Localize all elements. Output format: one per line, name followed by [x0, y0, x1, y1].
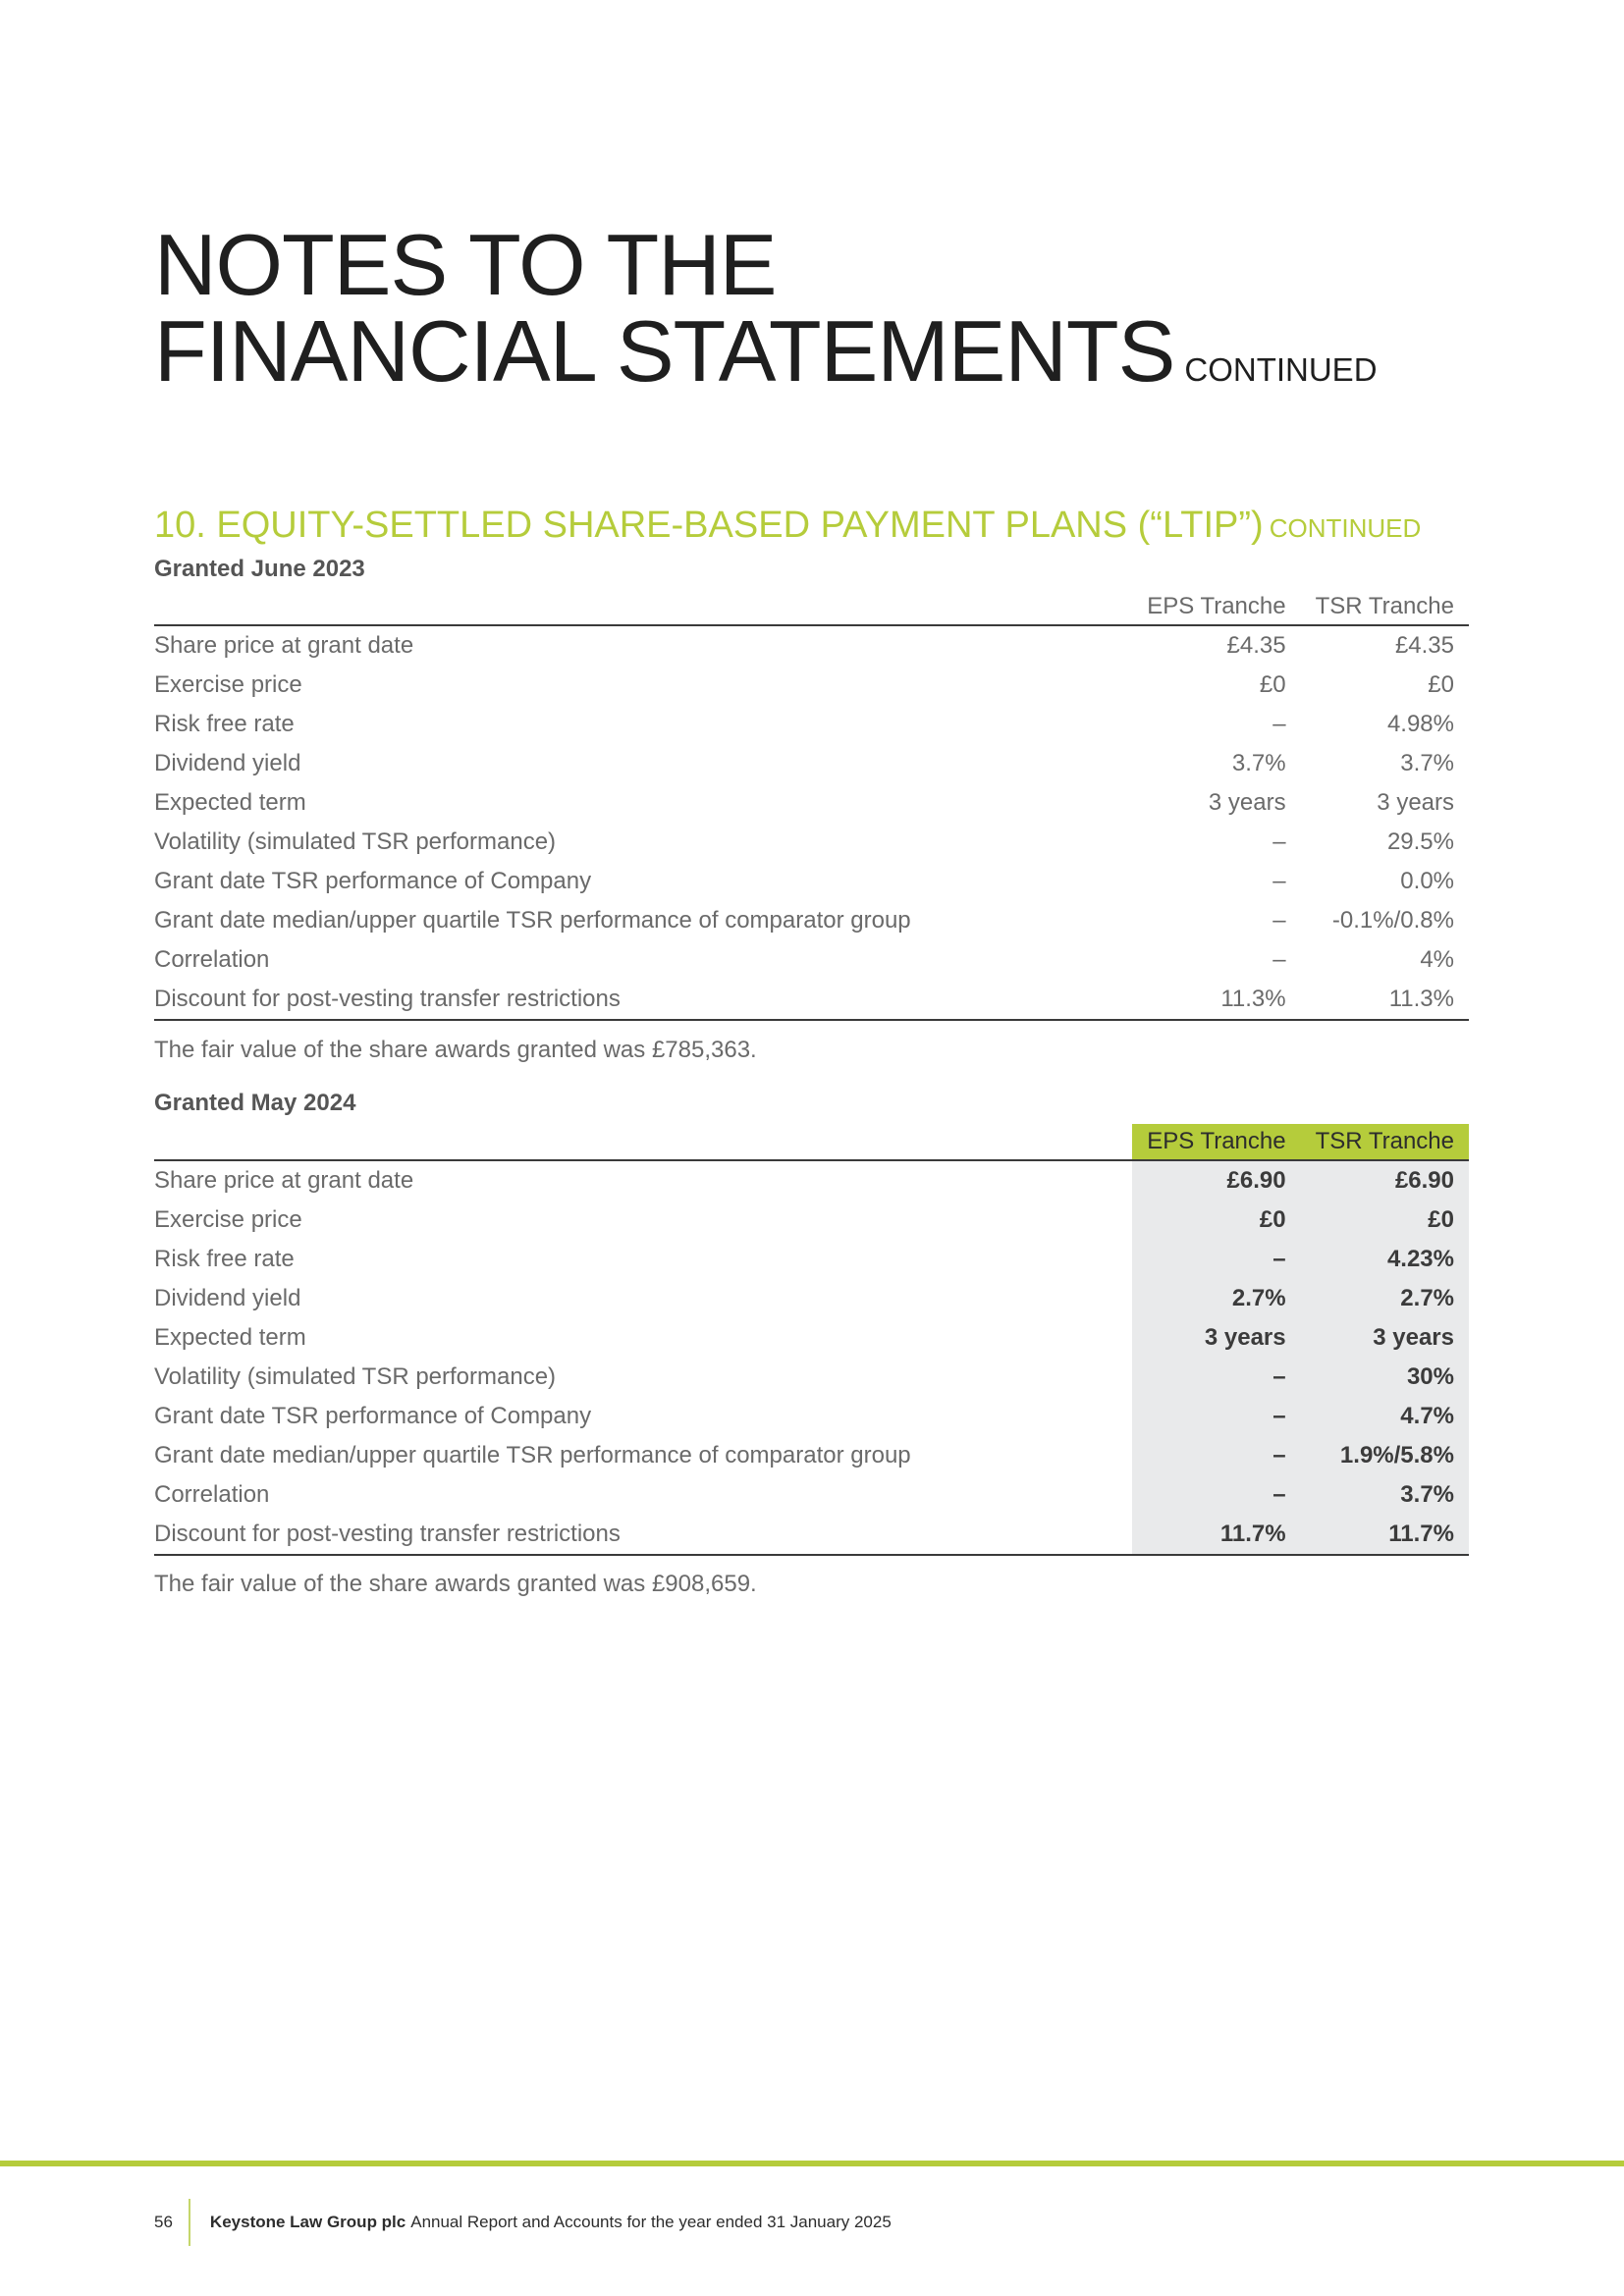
grant-2023-table [154, 589, 1469, 1021]
table-row [154, 783, 1469, 823]
tsr-value: 3 years [1301, 1318, 1469, 1358]
tsr-value: 4% [1420, 946, 1454, 973]
footer [154, 2199, 892, 2246]
grant-2023-header-tsr: TSR Tranche [1301, 589, 1469, 625]
grant-2024-fair-value-note: The fair value of the share awards granted was £908,659. [154, 1571, 757, 1597]
tsr-value: 4.7% [1301, 1397, 1469, 1436]
grant-2024-body [154, 1160, 1469, 1555]
table-row [154, 1201, 1469, 1240]
tsr-value: 1.9%/5.8% [1301, 1436, 1469, 1475]
grant-2023-fair-value-note: The fair value of the share awards granted was £785,363. [154, 1037, 757, 1063]
section-heading [154, 503, 1421, 551]
table-row [154, 1475, 1469, 1515]
table-row [154, 1397, 1469, 1436]
row-label: Discount for post-vesting transfer restrictions [154, 980, 1132, 1020]
tsr-value: 29.5% [1386, 828, 1454, 855]
eps-value: – [1272, 711, 1286, 737]
grant-2023-body [154, 625, 1469, 1020]
row-label: Grant date TSR performance of Company [154, 868, 592, 894]
eps-value: 3 years [1208, 789, 1286, 816]
grant-2023-header-eps: EPS Tranche [1132, 589, 1300, 625]
row-label: Exercise price [154, 1206, 302, 1233]
eps-value: 2.7% [1132, 1279, 1300, 1318]
section-heading-text: 10. EQUITY-SETTLED SHARE-BASED PAYMENT PLANS (“LTIP”) [154, 505, 1264, 546]
table-row [154, 705, 1469, 744]
eps-value: – [1272, 868, 1286, 894]
grant-2023-header-blank [154, 589, 1132, 625]
table-row [154, 1515, 1469, 1555]
eps-value: 11.3% [1132, 980, 1300, 1020]
tsr-value: 11.3% [1301, 980, 1469, 1020]
row-label: Share price at grant date [154, 1167, 414, 1194]
row-label: Correlation [154, 1481, 270, 1508]
eps-value: £4.35 [1226, 632, 1286, 659]
eps-value: 3.7% [1231, 750, 1286, 776]
row-label: Correlation [154, 946, 270, 973]
grant-2023-header-row [154, 589, 1469, 625]
grant-2024-header-row [154, 1124, 1469, 1160]
table-row [154, 1279, 1469, 1318]
page-title-line1: NOTES TO THE [154, 216, 777, 313]
eps-value: – [1272, 828, 1286, 855]
table-row [154, 823, 1469, 862]
eps-value: – [1272, 946, 1286, 973]
grant-2024-header-blank [154, 1124, 1132, 1160]
row-label: Expected term [154, 1324, 306, 1351]
tsr-value: 4.98% [1386, 711, 1454, 737]
eps-value: – [1132, 1475, 1300, 1515]
row-label: Dividend yield [154, 1285, 301, 1311]
tsr-value: 30% [1301, 1358, 1469, 1397]
table-row [154, 940, 1469, 980]
row-label: Grant date median/upper quartile TSR performance of comparator group [154, 907, 911, 934]
eps-value: – [1132, 1397, 1300, 1436]
grant-2023-heading: Granted June 2023 [154, 556, 365, 582]
table-row [154, 1160, 1469, 1201]
table-row [154, 1358, 1469, 1397]
footer-rule [0, 2161, 1624, 2166]
footer-divider [189, 2199, 190, 2246]
row-label: Grant date TSR performance of Company [154, 1403, 592, 1429]
tsr-value: 3.7% [1301, 1475, 1469, 1515]
tsr-value: 3 years [1377, 789, 1454, 816]
page-number: 56 [154, 2213, 173, 2231]
table-row [154, 1318, 1469, 1358]
eps-value: 11.7% [1132, 1515, 1300, 1555]
tsr-value: 3.7% [1400, 750, 1454, 776]
grant-2024-header-eps: EPS Tranche [1132, 1124, 1300, 1160]
row-label: Volatility (simulated TSR performance) [154, 1363, 557, 1390]
eps-value: – [1132, 1240, 1300, 1279]
grant-2024-header-tsr: TSR Tranche [1301, 1124, 1469, 1160]
row-label: Discount for post-vesting transfer restrictions [154, 1515, 1132, 1555]
page-title [154, 216, 1378, 413]
tsr-value: £4.35 [1394, 632, 1454, 659]
page-title-suffix: CONTINUED [1184, 351, 1378, 388]
tsr-value: 4.23% [1301, 1240, 1469, 1279]
row-label: Share price at grant date [154, 632, 414, 659]
tsr-value: £0 [1301, 1201, 1469, 1240]
row-label: Dividend yield [154, 750, 301, 776]
row-label: Exercise price [154, 671, 302, 698]
tsr-value: 2.7% [1301, 1279, 1469, 1318]
table-row [154, 625, 1469, 666]
tsr-value: 11.7% [1301, 1515, 1469, 1555]
eps-value: £0 [1259, 671, 1286, 698]
tsr-value: 0.0% [1400, 868, 1454, 894]
eps-value: – [1132, 1436, 1300, 1475]
table-row [154, 901, 1469, 940]
eps-value: £0 [1132, 1201, 1300, 1240]
tsr-value: -0.1%/0.8% [1331, 907, 1454, 934]
table-row [154, 862, 1469, 901]
eps-value: – [1272, 907, 1286, 934]
table-row [154, 1240, 1469, 1279]
eps-value: – [1132, 1358, 1300, 1397]
row-label: Expected term [154, 789, 306, 816]
footer-company: Keystone Law Group plc [209, 2213, 406, 2231]
row-label: Risk free rate [154, 1246, 295, 1272]
grant-2024-heading: Granted May 2024 [154, 1090, 356, 1116]
row-label: Volatility (simulated TSR performance) [154, 828, 557, 855]
tsr-value: £6.90 [1301, 1160, 1469, 1201]
table-row [154, 1436, 1469, 1475]
footer-document-title: Annual Report and Accounts for the year ended 31 January 2025 [410, 2213, 892, 2231]
eps-value: £6.90 [1132, 1160, 1300, 1201]
eps-value: 3 years [1132, 1318, 1300, 1358]
section-heading-suffix: CONTINUED [1269, 513, 1422, 543]
table-row [154, 666, 1469, 705]
grant-2024-table [154, 1124, 1469, 1556]
row-label: Grant date median/upper quartile TSR performance of comparator group [154, 1442, 911, 1468]
row-label: Risk free rate [154, 711, 295, 737]
table-row [154, 980, 1469, 1020]
tsr-value: £0 [1428, 671, 1454, 698]
page-title-line2: FINANCIAL STATEMENTS [154, 302, 1175, 400]
table-row [154, 744, 1469, 783]
